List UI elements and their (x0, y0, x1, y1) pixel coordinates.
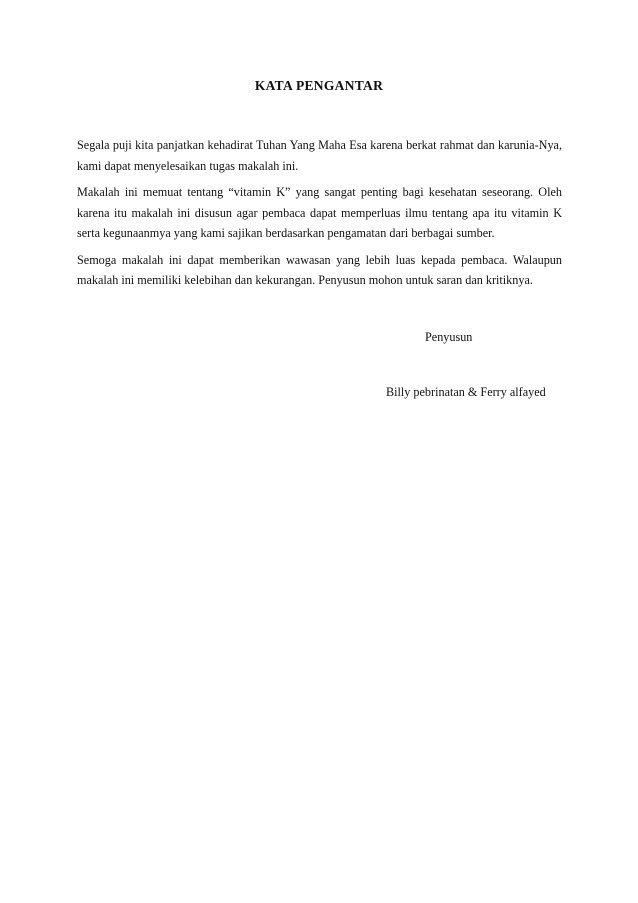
body-text (77, 135, 562, 297)
signer-role: Penyusun (425, 330, 473, 344)
paragraph-opening: Segala puji kita panjatkan kehadirat Tuhan Yang Maha Esa karena berkat rahmat dan karunia-Nya, kami dapat menyelesaikan tugas makalah ini. (77, 138, 562, 173)
page-title: KATA PENGANTAR (254, 78, 384, 93)
paragraph-closing: Semoga makalah ini dapat memberikan wawasan yang lebih luas kepada pembaca. Walaupun makalah ini memiliki kelebihan dan kekurangan. Penyusun mohon untuk saran dan kritiknya. (77, 252, 562, 287)
paragraph-content: Makalah ini memuat tentang “vitamin K” yang sangat penting bagi kesehatan seseorang. Oleh karena itu makalah ini disusun agar pembaca dapat memperluas ilmu tentang apa itu vitamin K serta kegunaanmya yang kami sajikan berdasarkan pengamatan dari berbagai sumber. (77, 185, 562, 240)
signer-names: Billy pebrinatan & Ferry alfayed (386, 385, 546, 399)
